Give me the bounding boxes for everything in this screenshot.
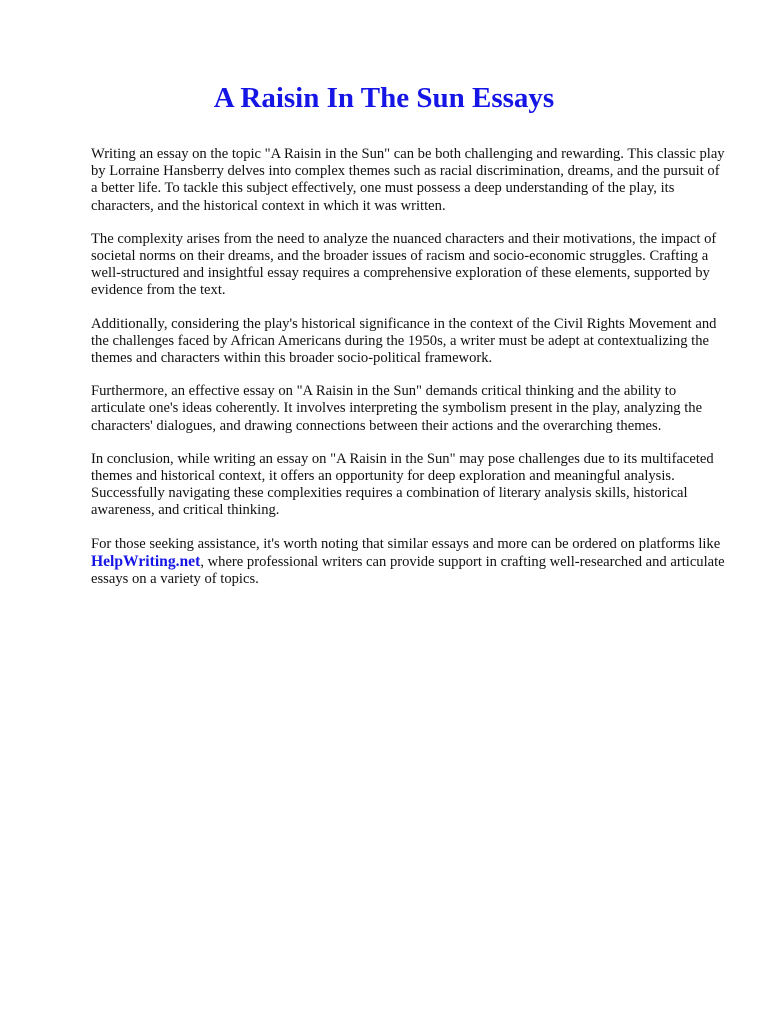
paragraph-complexity: The complexity arises from the need to analyze the nuanced characters and their motivations, the impact of societal norms on their dreams, and the broader issues of racism and socio-economic struggles. Crafting a well-structured and insightful essay requires a comprehensive exploration of these elements, supported by evidence from the text. xyxy=(91,230,717,299)
paragraph-historical-context: Additionally, considering the play's historical significance in the context of the Civil Rights Movement and the challenges faced by African Americans during the 1950s, a writer must be adept at contextualizing the themes and characters within this broader socio-political framework. xyxy=(91,315,717,367)
paragraph-critical-thinking: Furthermore, an effective essay on "A Raisin in the Sun" demands critical thinking and the ability to articulate one's ideas coherently. It involves interpreting the symbolism present in the play, analyzing the characters' dialogues, and drawing connections between their actions and the overarching themes. xyxy=(91,383,703,434)
paragraph-intro: Writing an essay on the topic "A Raisin in the Sun" can be both challenging and rewarding. This classic play by Lorraine Hansberry delves into complex themes such as racial discrimination, dreams, and the pursuit of a better life. To tackle this subject effectively, one must possess a deep understanding of the play, its characters, and the historical context in which it was written. xyxy=(91,146,725,214)
document-body xyxy=(91,146,729,604)
paragraph-closing xyxy=(91,536,729,589)
document-title: A Raisin In The Sun Essays xyxy=(213,82,555,114)
helpwriting-link[interactable]: HelpWriting.net xyxy=(91,552,201,570)
closing-text-before-link: For those seeking assistance, it's worth noting that similar essays and more can be ordered on platforms like xyxy=(91,535,721,552)
closing-text-after-link: , where professional writers can provide support in crafting well-researched and articulate essays on a variety of topics. xyxy=(91,553,725,588)
paragraph-conclusion: In conclusion, while writing an essay on "A Raisin in the Sun" may pose challenges due to its multifaceted themes and historical context, it offers an opportunity for deep exploration and meaningful analysis. Successfully navigating these complexities requires a combination of literary analysis skills, historical awareness, and critical thinking. xyxy=(91,450,714,519)
